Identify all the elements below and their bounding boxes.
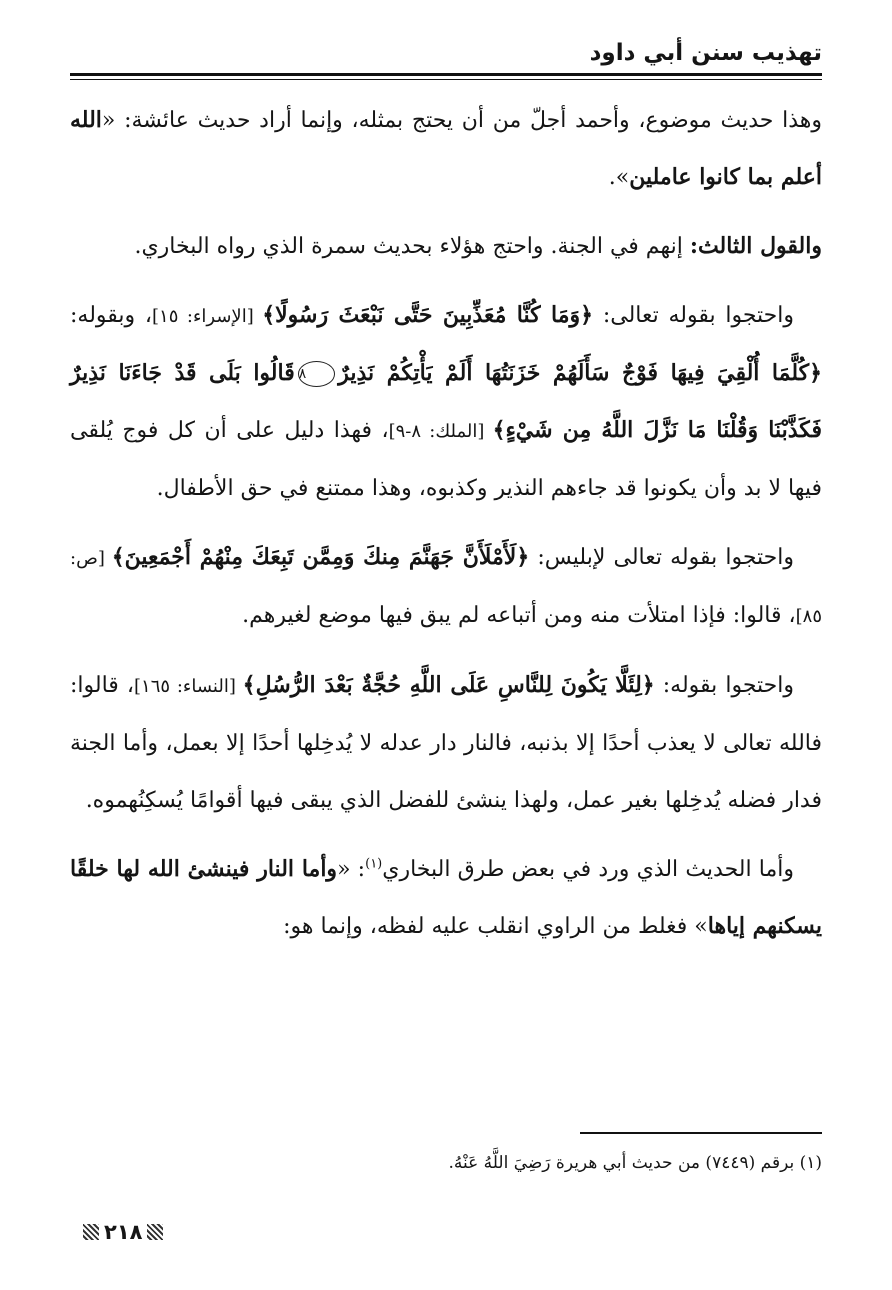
footnote-ref[interactable]: (١) xyxy=(365,856,383,872)
p3-citation-1: [الإسراء: ١٥] xyxy=(152,306,263,327)
page-number: ٢١٨ xyxy=(104,1220,143,1244)
p5-a: واحتجوا بقوله: xyxy=(654,673,795,698)
footnote: (١) برقم (٧٤٤٩) من حديث أبي هريرة رَضِيَ اللَّهُ عَنْهُ. xyxy=(448,1153,822,1173)
paragraph-3 xyxy=(70,287,822,517)
paragraph-4 xyxy=(70,529,822,645)
p4-b: ، قالوا: فإذا امتلأت منه ومن أتباعه لم يبق فيها موضع لغيرهم. xyxy=(242,603,796,628)
footnote-separator xyxy=(580,1132,822,1134)
p5-verse: ﴿لِئَلَّا يَكُونَ لِلنَّاسِ عَلَى اللَّهِ حُجَّةٌ بَعْدَ الرُّسُلِ﴾ xyxy=(242,672,655,698)
p3-b: ، وبقوله: xyxy=(70,303,153,328)
main-text xyxy=(70,92,822,967)
p2-lead: والقول الثالث: xyxy=(689,233,822,259)
p6-c: » فغلط من الراوي انقلب عليه لفظه، وإنما هو: xyxy=(283,914,708,939)
p2-text: إنهم في الجنة. واحتج هؤلاء بحديث سمرة الذي رواه البخاري. xyxy=(134,234,690,259)
p1-end: ». xyxy=(608,165,630,190)
p3-a: واحتجوا بقوله تعالى: xyxy=(593,303,795,328)
p5-citation: [النساء: ١٦٥] xyxy=(134,676,243,697)
header-rule-thin xyxy=(70,79,822,80)
p5-b: ، قالوا: فالله تعالى لا يعذب أحدًا إلا بذنبه، فالنار دار عدله لا يُدخِلها أحدًا إلا بعمل، وأما الجنة فدار فضله يُدخِلها بغير عمل، ولهذا ينشئ للفضل الذي يبقى فيها أقوامًا يُسكِنُهموه. xyxy=(70,673,822,813)
p1-hadith-quote: الله أعلم بما كانوا عاملين xyxy=(70,107,822,190)
p6-b: : « xyxy=(337,857,366,882)
p6-hadith-quote: وأما النار فينشئ الله لها خلقًا يسكنهم إياها xyxy=(70,856,822,939)
running-head-title: تهذيب سنن أبي داود xyxy=(589,40,822,66)
p3-citation-2: [الملك: ٨-٩] xyxy=(388,421,493,442)
ornament-icon xyxy=(83,1224,99,1240)
p1-text: وهذا حديث موضوع، وأحمد أجلّ من أن يحتج بمثله، وإنما أراد حديث عائشة: « xyxy=(101,108,822,133)
p4-verse: ﴿لَأَمْلَأَنَّ جَهَنَّمَ مِنكَ وَمِمَّن تَبِعَكَ مِنْهُمْ أَجْمَعِينَ﴾ xyxy=(111,544,530,570)
paragraph-2 xyxy=(70,218,822,275)
p3-verse-2: ﴿كُلَّمَا أُلْقِيَ فِيهَا فَوْجٌ سَأَلَهُمْ خَزَنَتُهَا أَلَمْ يَأْتِكُمْ نَذِيرٌ xyxy=(338,360,822,386)
p3-c: ، فهذا دليل على أن كل فوج يُلقى فيها لا بد وأن يكونوا قد جاءهم النذير وكذبوه، وهذا ممتنع في حق الأطفال. xyxy=(70,418,822,501)
ornament-icon xyxy=(147,1224,163,1240)
p4-citation: [ص: ٨٥] xyxy=(70,548,822,627)
p3-verse-3: قَالُوا بَلَى قَدْ جَاءَنَا نَذِيرٌ فَكَذَّبْنَا وَقُلْنَا مَا نَزَّلَ اللَّهُ مِن شَيْءٍ﴾ xyxy=(70,360,822,443)
paragraph-5 xyxy=(70,657,822,829)
paragraph-6 xyxy=(70,841,822,955)
p3-verse-1: ﴿وَمَا كُنَّا مُعَذِّبِينَ حَتَّى نَبْعَثَ رَسُولًا﴾ xyxy=(262,302,594,328)
ayah-number-marker: ٨ xyxy=(298,361,336,387)
p4-a: واحتجوا بقوله تعالى لإبليس: xyxy=(529,545,794,570)
p6-a: وأما الحديث الذي ورد في بعض طرق البخاري xyxy=(382,857,794,882)
page-number-block xyxy=(78,1218,168,1246)
paragraph-1 xyxy=(70,92,822,206)
header-rule-thick xyxy=(70,73,822,76)
